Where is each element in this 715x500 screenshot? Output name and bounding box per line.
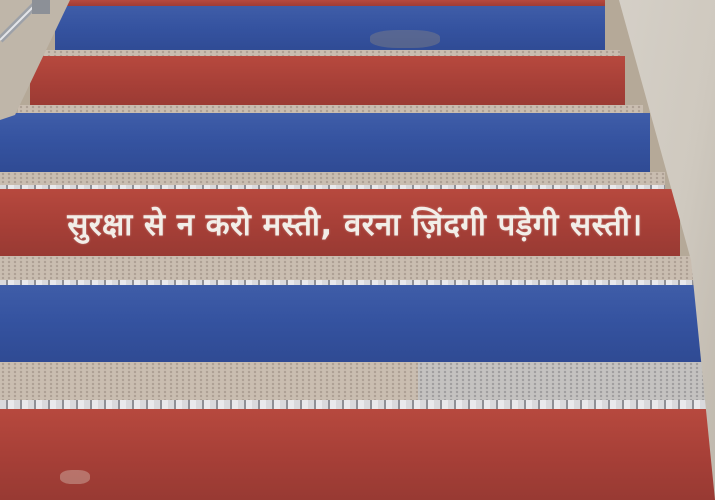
paint-chip [370, 30, 440, 48]
tread-4 [0, 256, 712, 280]
riser-blue-1 [55, 6, 605, 54]
tread-5-steel-plate [418, 362, 715, 400]
tread-nosing-5 [0, 400, 715, 409]
riser-blue-5 [0, 285, 715, 363]
paint-chip [60, 470, 90, 484]
tread-3 [0, 172, 665, 186]
riser-red-2 [30, 56, 625, 111]
riser-red-6 [0, 409, 715, 500]
riser-blue-3 [0, 113, 650, 175]
painted-safety-slogan: सुरक्षा से न करो मस्ती, वरना ज़िंदगी पड़ेगी सस्ती। [67, 207, 643, 243]
handrail [0, 0, 70, 120]
tread-5 [0, 362, 418, 400]
